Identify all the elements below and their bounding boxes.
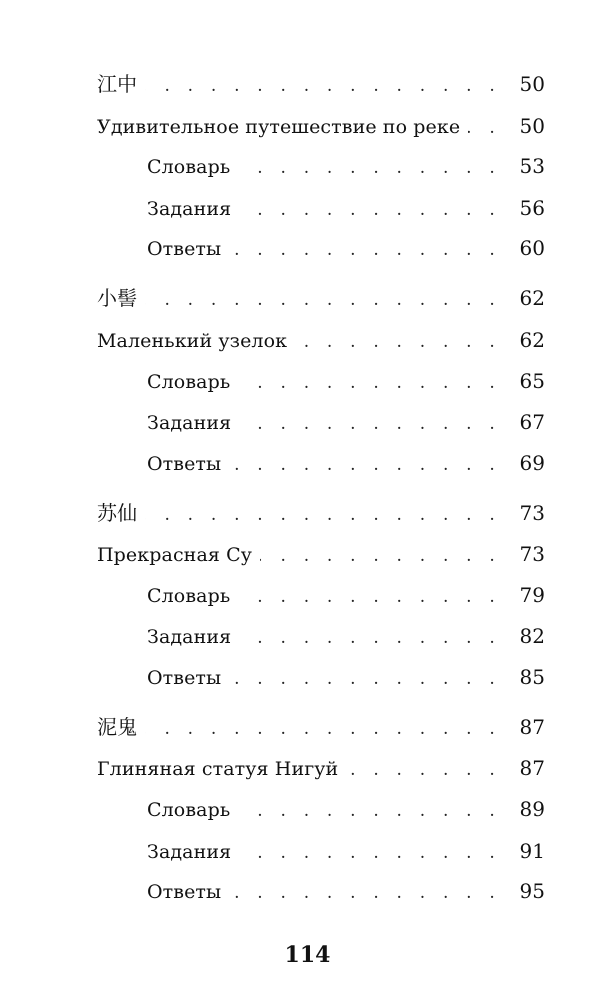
toc-page-number: 62 <box>519 286 545 310</box>
toc-page-number: 82 <box>519 624 545 648</box>
toc-page-number: 69 <box>519 451 545 475</box>
dot-leader <box>145 713 511 745</box>
toc-subentry-answers[interactable] <box>147 232 545 264</box>
toc-entry-chapter[interactable] <box>97 110 545 142</box>
toc-subentry-exercises[interactable] <box>147 406 545 438</box>
toc-entry-title: Задания <box>147 841 232 863</box>
toc-subentry-vocabulary[interactable] <box>147 365 545 397</box>
dot-leader <box>346 754 511 786</box>
toc-entry-chinese-title[interactable] <box>97 282 545 314</box>
dot-leader <box>468 112 511 144</box>
toc-page-number: 85 <box>519 665 545 689</box>
toc-page-number: 87 <box>519 715 545 739</box>
toc-subentry-vocabulary[interactable] <box>147 793 545 825</box>
toc-entry-title: Задания <box>147 198 232 220</box>
toc-subentry-answers[interactable] <box>147 875 545 907</box>
toc-entry-title: 江中 <box>97 72 138 96</box>
toc-page-number: 56 <box>519 196 545 220</box>
toc-entry-title: 泥鬼 <box>97 715 138 739</box>
toc-entry-title: 小髻 <box>97 286 138 310</box>
toc-page-number: 65 <box>519 369 545 393</box>
toc-entry-title: 苏仙 <box>97 501 138 525</box>
toc-subentry-answers[interactable] <box>147 447 545 479</box>
dot-leader <box>229 877 511 909</box>
dot-leader <box>239 408 511 440</box>
toc-page-number: 87 <box>519 756 545 780</box>
toc-page-number: 95 <box>519 879 545 903</box>
toc-entry-chapter[interactable] <box>97 752 545 784</box>
toc-entry-title: Ответы <box>147 453 222 475</box>
dot-leader <box>238 367 511 399</box>
toc-subentry-exercises[interactable] <box>147 192 545 224</box>
toc-subentry-exercises[interactable] <box>147 835 545 867</box>
dot-leader <box>145 70 511 102</box>
page-number-footer: 114 <box>284 942 331 968</box>
dot-leader <box>145 499 511 531</box>
toc-page-number: 91 <box>519 839 545 863</box>
toc-entry-title: Ответы <box>147 667 222 689</box>
dot-leader <box>239 837 511 869</box>
toc-entry-title: Ответы <box>147 238 222 260</box>
toc-page-number: 89 <box>519 797 545 821</box>
toc-entry-title: Прекрасная Су <box>97 544 253 566</box>
dot-leader <box>145 284 511 316</box>
toc-page-number: 60 <box>519 236 545 260</box>
dot-leader <box>229 234 511 266</box>
dot-leader <box>239 622 511 654</box>
toc-entry-chinese-title[interactable] <box>97 68 545 100</box>
toc-subentry-vocabulary[interactable] <box>147 150 545 182</box>
dot-leader <box>229 663 511 695</box>
dot-leader <box>229 449 511 481</box>
toc-subentry-vocabulary[interactable] <box>147 579 545 611</box>
dot-leader <box>260 540 511 572</box>
toc-entry-title: Словарь <box>147 156 231 178</box>
toc-entry-title: Задания <box>147 626 232 648</box>
dot-leader <box>238 795 511 827</box>
toc-entry-title: Словарь <box>147 371 231 393</box>
toc-entry-title: Глиняная статуя Нигуй <box>97 758 339 780</box>
dot-leader <box>295 326 511 358</box>
toc-page-number: 67 <box>519 410 545 434</box>
toc-page-number: 53 <box>519 154 545 178</box>
toc-page-number: 79 <box>519 583 545 607</box>
toc-entry-title: Словарь <box>147 585 231 607</box>
toc-entry-title: Удивительное путешествие по реке <box>97 116 461 138</box>
toc-entry-title: Задания <box>147 412 232 434</box>
toc-page-number: 73 <box>519 542 545 566</box>
toc-entry-title: Ответы <box>147 881 222 903</box>
toc-entry-title: Словарь <box>147 799 231 821</box>
toc-entry-chinese-title[interactable] <box>97 711 545 743</box>
toc-page-number: 62 <box>519 328 545 352</box>
toc-subentry-answers[interactable] <box>147 661 545 693</box>
toc-entry-chinese-title[interactable] <box>97 497 545 529</box>
toc-entry-title: Маленький узелок <box>97 330 288 352</box>
toc-page-number: 73 <box>519 501 545 525</box>
toc-page-number: 50 <box>519 72 545 96</box>
dot-leader <box>238 152 511 184</box>
toc-entry-chapter[interactable] <box>97 324 545 356</box>
toc-entry-chapter[interactable] <box>97 538 545 570</box>
dot-leader <box>238 581 511 613</box>
toc-subentry-exercises[interactable] <box>147 620 545 652</box>
dot-leader <box>239 194 511 226</box>
toc-page-number: 50 <box>519 114 545 138</box>
